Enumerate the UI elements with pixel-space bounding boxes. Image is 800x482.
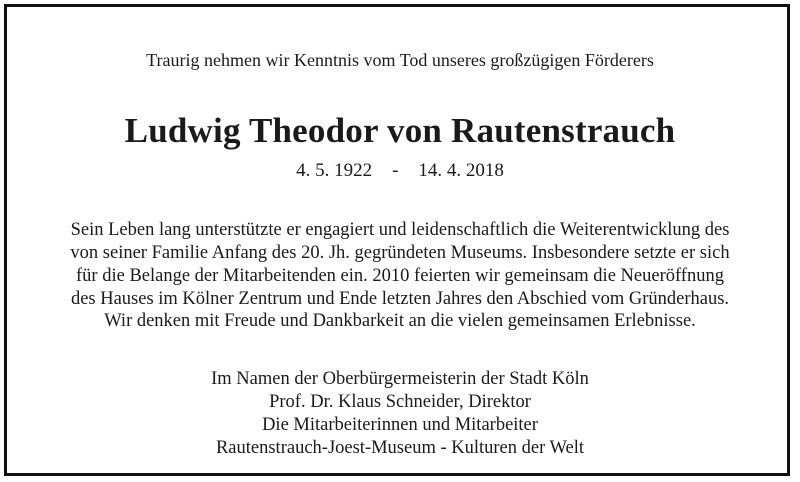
signature-line: Prof. Dr. Klaus Schneider, Direktor [269, 392, 531, 412]
date-separator: - [392, 160, 399, 181]
intro-text: Traurig nehmen wir Kenntnis vom Tod unseres großzügigen Förderers [146, 50, 654, 70]
body-line: Sein Leben lang unterstützte er engagiert und leidenschaftlich die Weiterentwicklung des [70, 220, 730, 240]
signature-line: Im Namen der Oberbürgermeisterin der Stadt Köln [211, 369, 589, 389]
body-line: des Hauses im Kölner Zentrum und Ende letzten Jahres den Abschied vom Gründerhaus. [70, 289, 730, 309]
birth-date: 4. 5. 1922 [296, 160, 373, 181]
body-line: von seiner Familie Anfang des 20. Jh. gegründeten Museums. Insbesondere setzte er sich [70, 243, 730, 263]
signature-line: Rautenstrauch-Joest-Museum - Kulturen der Welt [215, 438, 585, 458]
body-line: für die Belange der Mitarbeitenden ein. 2010 feierten wir gemeinsam die Neueröffnung [76, 266, 724, 286]
deceased-name: Ludwig Theodor von Rautenstrauch [124, 111, 676, 150]
death-date: 14. 4. 2018 [418, 160, 504, 181]
life-dates [0, 160, 800, 182]
signature-line: Die Mitarbeiterinnen und Mitarbeiter [262, 415, 538, 435]
body-line: Wir denken mit Freude und Dankbarkeit an die vielen gemeinsamen Erlebnisse. [104, 311, 696, 331]
